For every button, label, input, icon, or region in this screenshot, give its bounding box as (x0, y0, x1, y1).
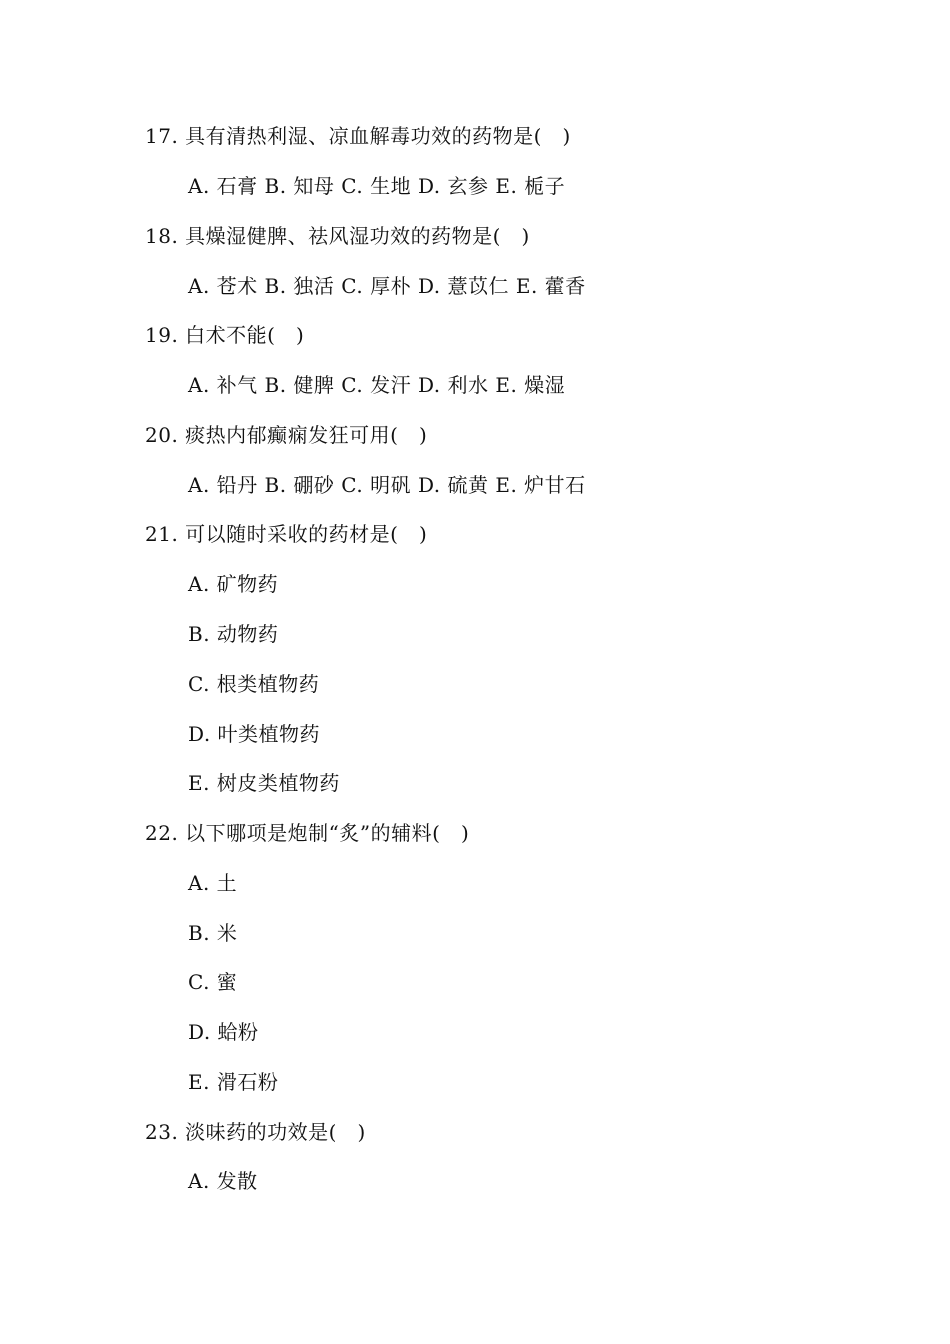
option-22-c: C. 蜜 (188, 970, 238, 994)
options-20: A. 铅丹 B. 硼砂 C. 明矾 D. 硫黄 E. 炉甘石 (188, 473, 586, 497)
question-19: 19. 白术不能( ) (145, 323, 305, 347)
options-19: A. 补气 B. 健脾 C. 发汗 D. 利水 E. 燥湿 (188, 373, 566, 397)
options-18: A. 苍术 B. 独活 C. 厚朴 D. 薏苡仁 E. 藿香 (188, 274, 586, 298)
option-22-e: E. 滑石粉 (188, 1070, 279, 1094)
question-23: 23. 淡味药的功效是( ) (145, 1120, 366, 1144)
option-21-b: B. 动物药 (188, 622, 279, 646)
options-17: A. 石膏 B. 知母 C. 生地 D. 玄参 E. 栀子 (188, 174, 566, 198)
question-20: 20. 痰热内郁癫痫发狂可用( ) (145, 423, 428, 447)
option-22-a: A. 土 (188, 871, 238, 895)
question-17: 17. 具有清热利湿、凉血解毒功效的药物是( ) (145, 124, 571, 148)
option-23-a: A. 发散 (188, 1169, 258, 1193)
option-22-b: B. 米 (188, 921, 238, 945)
option-21-e: E. 树皮类植物药 (188, 771, 340, 795)
option-21-d: D. 叶类植物药 (188, 722, 321, 746)
option-21-c: C. 根类植物药 (188, 672, 320, 696)
option-21-a: A. 矿物药 (188, 572, 279, 596)
question-21: 21. 可以随时采收的药材是( ) (145, 522, 428, 546)
question-18: 18. 具燥湿健脾、祛风湿功效的药物是( ) (145, 224, 530, 248)
question-22: 22. 以下哪项是炮制“炙”的辅料( ) (145, 821, 470, 845)
option-22-d: D. 蛤粉 (188, 1020, 259, 1044)
